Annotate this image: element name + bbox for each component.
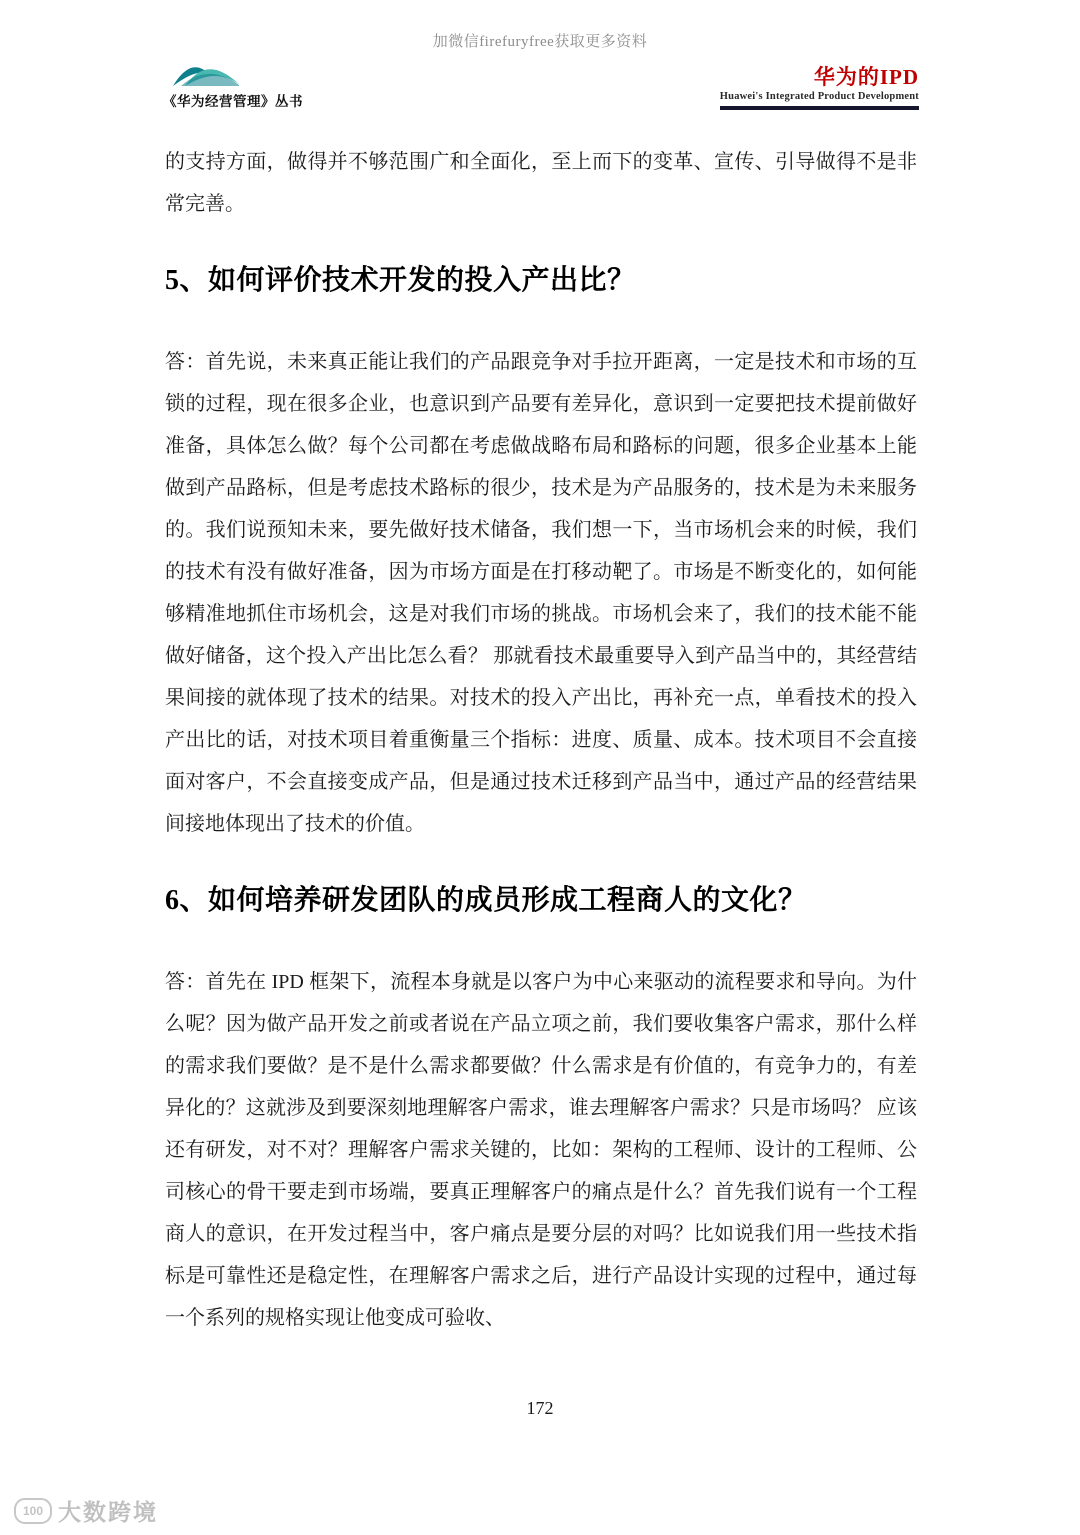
- header-right-block: [720, 65, 919, 110]
- answer-paragraph-q6: 答：首先在 IPD 框架下，流程本身就是以客户为中心来驱动的流程要求和导向。为什么呢？因为做产品开发之前或者说在产品立项之前，我们要收集客户需求，那什么样的需求我们要做？是不是什么需求都要做？什么需求是有价值的，有竞争力的，有差异化的？这就涉及到要深刻地理解客户需求，谁去理解客户需求？只是市场吗？ 应该还有研发，对不对？理解客户需求关键的，比如：架构的工程师、设计的工程师、公司核心的骨干要走到市场端，要真正理解客户的痛点是什么？首先我们说有一个工程商人的意识，在开发过程当中，客户痛点是要分层的对吗？比如说我们用一些技术指标是可靠性还是稳定性，在理解客户需求之后，进行产品设计实现的过程中，通过每一个系列的规格实现让他变成可验收、: [165, 971, 917, 1329]
- page-header: [163, 60, 919, 110]
- bottom-watermark-logo-icon: 100: [14, 1498, 52, 1524]
- book-title: 华为的IPD: [813, 64, 919, 89]
- header-left-block: [163, 60, 303, 110]
- publisher-mountain-logo-icon: [171, 60, 241, 88]
- answer-paragraph-q5: 答：首先说，未来真正能让我们的产品跟竞争对手拉开距离，一定是技术和市场的互锁的过程，现在很多企业，也意识到产品要有差异化，意识到一定要把技术提前做好准备，具体怎么做？每个公司都在考虑做战略布局和路标的问题，很多企业基本上能做到产品路标，但是考虑技术路标的很少，技术是为产品服务的，技术是为未来服务的。我们说预知未来，要先做好技术储备，我们想一下，当市场机会来的时候，我们的技术有没有做好准备，因为市场方面是在打移动靶了。市场是不断变化的，如何能够精准地抓住市场机会，这是对我们市场的挑战。市场机会来了，我们的技术能不能做好储备，这个投入产出比怎么看？ 那就看技术最重要导入到产品当中的，其经营结果间接的就体现了技术的结果。对技术的投入产出比，再补充一点，单看技术的投入产出比的话，对技术项目着重衡量三个指标：进度、质量、成本。技术项目不会直接面对客户，不会直接变成产品，但是通过技术迁移到产品当中，通过产品的经营结果间接地体现出了技术的价值。: [165, 351, 917, 835]
- top-watermark-text: 加微信firefuryfree获取更多资料: [432, 34, 648, 50]
- bottom-watermark-text: 大数跨境: [58, 1499, 158, 1525]
- document-body: [165, 141, 917, 1339]
- page-number: 172: [526, 1398, 554, 1418]
- section-heading-q5: 5、如何评价技术开发的投入产出比？: [165, 265, 636, 296]
- series-title: 《华为经营管理》丛书: [163, 94, 303, 109]
- bottom-watermark: [14, 1494, 158, 1527]
- intro-paragraph: 的支持方面，做得并不够范围广和全面化，至上而下的变革、宣传、引导做得不是非常完善。: [165, 151, 917, 215]
- section-heading-q6: 6、如何培养研发团队的成员形成工程商人的文化？: [165, 885, 807, 916]
- book-subtitle: Huawei's Integrated Product Development: [719, 91, 919, 102]
